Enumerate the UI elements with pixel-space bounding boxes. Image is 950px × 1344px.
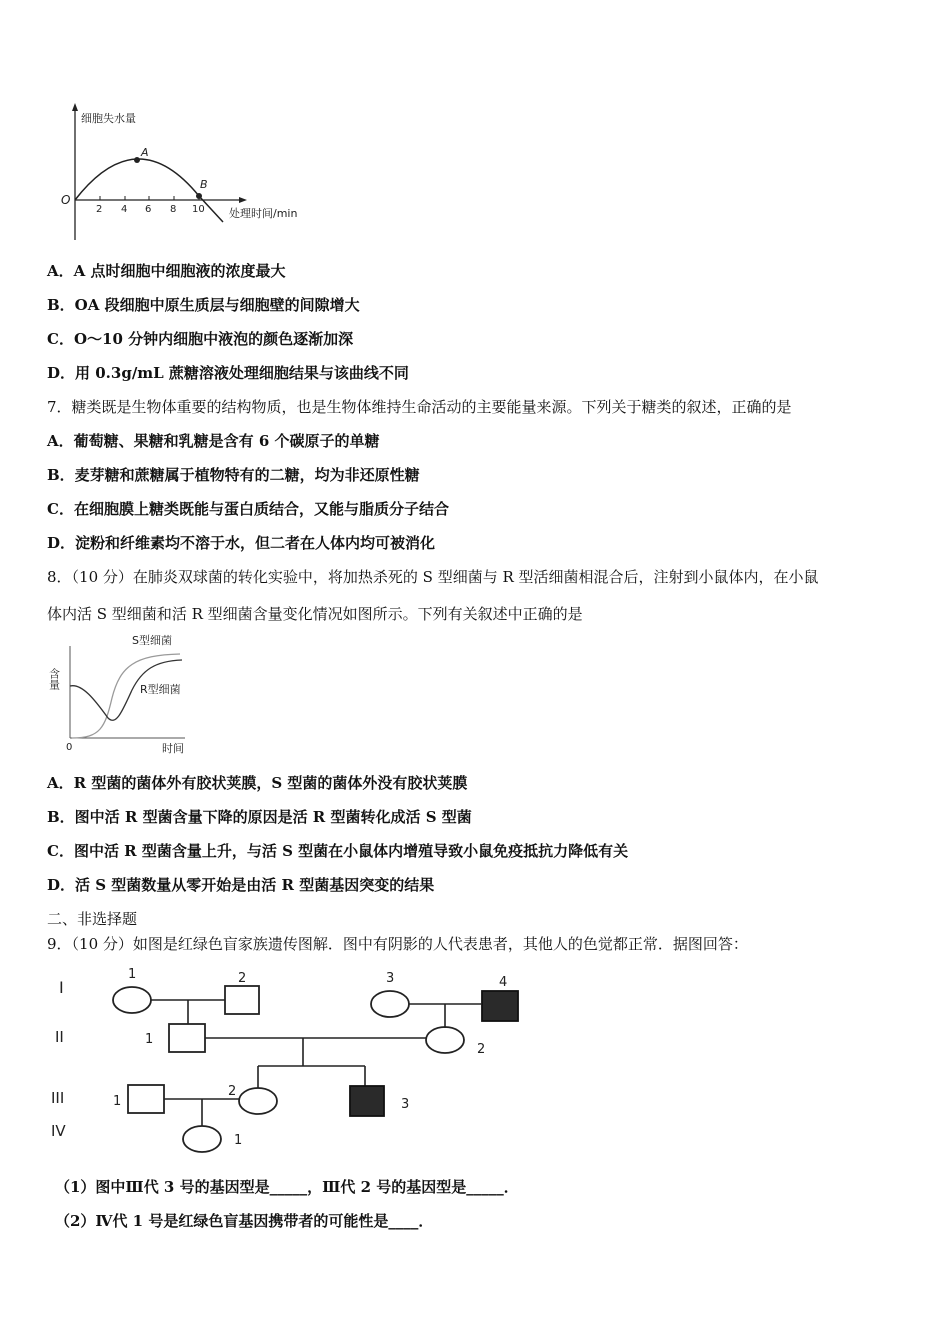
gen1-female-1 [113,987,151,1013]
person-number: 3 [386,971,395,986]
generation-label: III [51,1089,65,1107]
generation-label: I [59,978,64,997]
x-axis-label: 时间 [162,742,184,755]
y-axis-arrow [72,103,78,111]
gen1-male-4-affected [482,991,518,1021]
x-axis-label: 处理时间/min [229,207,298,220]
gen3-female-2 [239,1088,277,1114]
q8-option-b: B．图中活 R 型菌含量下降的原因是活 R 型菌转化成活 S 型菌 [47,808,472,826]
origin-label: O [61,193,71,207]
person-number: 1 [113,1094,122,1109]
person-number: 1 [234,1133,243,1148]
person-number: 2 [238,971,247,986]
gen3-male-1 [128,1085,164,1113]
q9-stem: 9．（10 分）如图是红绿色盲家族遗传图解．图中有阴影的人代表患者，其他人的色觉都正常．据图回答： [47,935,748,953]
generation-label: IV [51,1122,66,1140]
gen3-male-3-affected [350,1086,384,1116]
pedigree-chart [45,960,545,1170]
tick-label: 4 [121,204,128,215]
person-number: 3 [401,1097,410,1112]
point-b [196,193,202,199]
r-bacteria-label: R型细菌 [140,683,181,696]
y-axis-label: 含量 [47,668,61,690]
q8-option-c: C．图中活 R 型菌含量上升，与活 S 型菌在小鼠体内增殖导致小鼠免疫抵抗力降低有关 [47,842,629,860]
gen4-female-1 [183,1126,221,1152]
q7-stem: 7．糖类既是生物体重要的结构物质，也是生物体维持生命活动的主要能量来源。下列关于糖类的叙述，正确的是 [47,398,792,416]
gen1-male-2 [225,986,259,1014]
person-number: 2 [228,1084,237,1099]
q6-option-d: D．用 0.3g/mL 蔗糖溶液处理细胞结果与该曲线不同 [47,364,409,382]
y-axis-label: 细胞失水量 [81,112,136,125]
s-bacteria-curve [72,654,180,738]
person-number: 1 [128,967,137,982]
tick-label: 2 [96,204,103,215]
q8-stem-line2: 体内活 S 型细菌和活 R 型细菌含量变化情况如图所示。下列有关叙述中正确的是 [47,605,583,623]
generation-label: II [55,1028,64,1046]
q9-sub2: （2）Ⅳ代 1 号是红绿色盲基因携带者的可能性是____． [55,1212,434,1230]
q8-option-d: D．活 S 型菌数量从零开始是由活 R 型菌基因突变的结果 [47,876,435,894]
q6-option-a: A．A 点时细胞中细胞液的浓度最大 [47,262,286,280]
q8-option-a: A．R 型菌的菌体外有胶状荚膜，S 型菌的菌体外没有胶状荚膜 [47,774,468,792]
q9-sub1: （1）图中Ⅲ代 3 号的基因型是_____，Ⅲ代 2 号的基因型是_____． [55,1178,519,1196]
bacteria-content-graph [47,628,210,760]
q6-option-c: C．O～10 分钟内细胞中液泡的颜色逐渐加深 [47,330,354,348]
q7-option-b: B．麦芽糖和蔗糖属于植物特有的二糖，均为非还原性糖 [47,466,420,484]
q8-stem-line1: 8．（10 分）在肺炎双球菌的转化实验中，将加热杀死的 S 型细菌与 R 型活细菌相混合后，注射到小鼠体内，在小鼠 [47,568,819,586]
gen1-female-3 [371,991,409,1017]
section-heading: 二、非选择题 [47,910,138,928]
water-loss-graph [55,100,315,245]
q6-option-b: B．OA 段细胞中原生质层与细胞壁的间隙增大 [47,296,360,314]
s-bacteria-label: S型细菌 [132,634,172,647]
tick-label: 8 [170,204,177,215]
tick-label: 6 [145,204,152,215]
point-b-label: B [200,178,208,191]
person-number: 1 [145,1032,154,1047]
point-a-label: A [141,146,149,159]
person-number: 4 [499,975,508,990]
gen2-female-2 [426,1027,464,1053]
q7-option-c: C．在细胞膜上糖类既能与蛋白质结合，又能与脂质分子结合 [47,500,449,518]
point-a [134,157,140,163]
q7-option-a: A．葡萄糖、果糖和乳糖是含有 6 个碳原子的单糖 [47,432,380,450]
gen2-male-1 [169,1024,205,1052]
origin-label: 0 [66,742,73,753]
tick-label: 10 [192,204,205,215]
q7-option-d: D．淀粉和纤维素均不溶于水，但二者在人体内均可被消化 [47,534,436,552]
person-number: 2 [477,1042,486,1057]
x-axis-arrow [239,197,247,203]
